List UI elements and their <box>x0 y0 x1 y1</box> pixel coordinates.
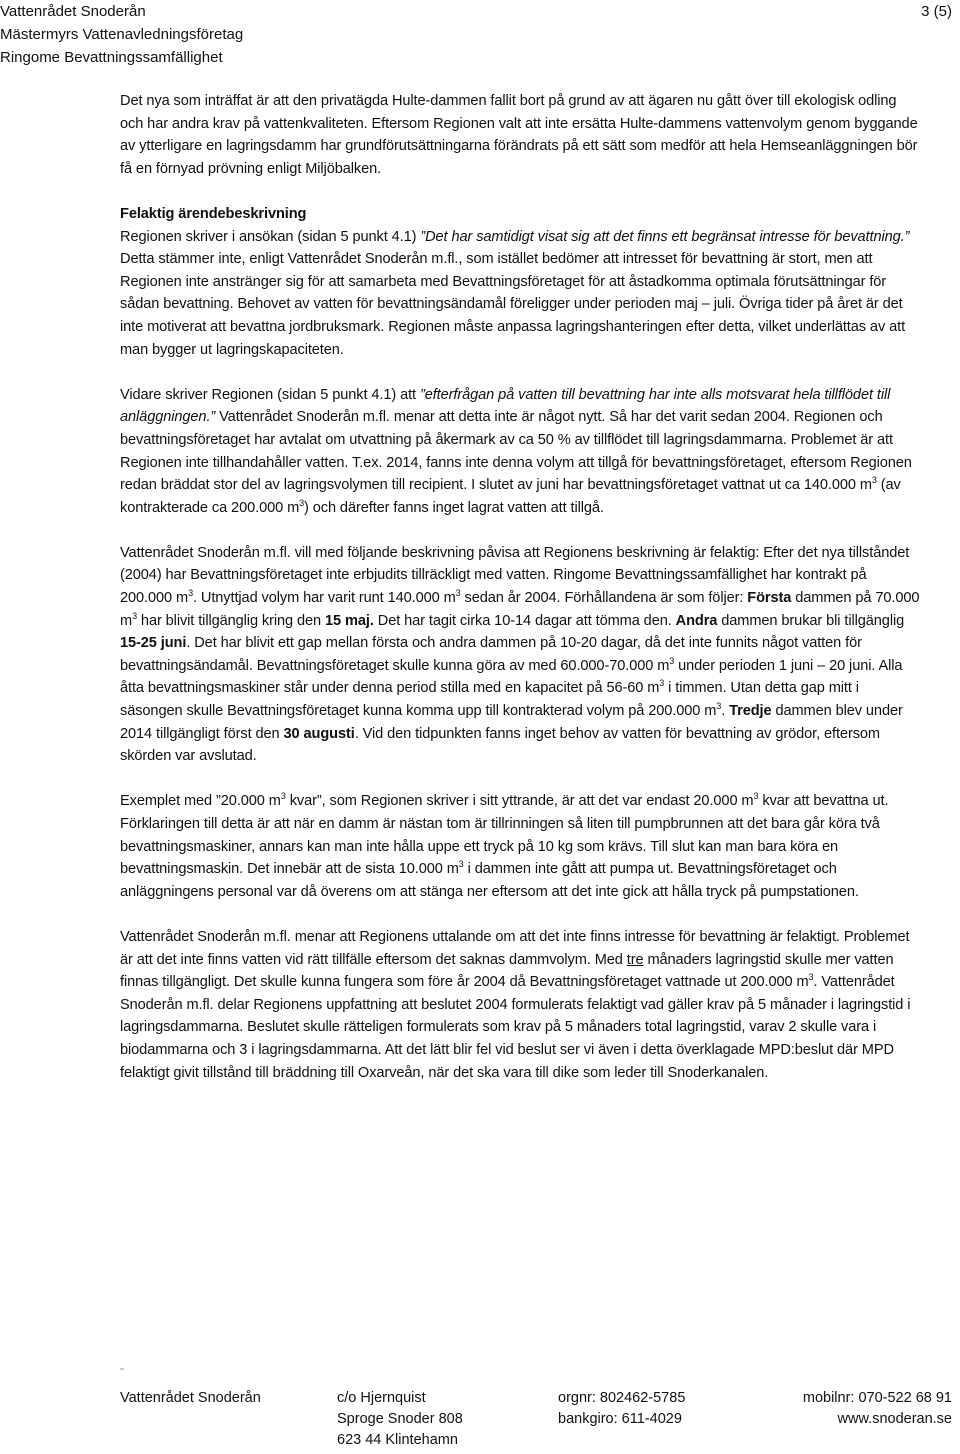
page-number: 3 (5) <box>921 3 952 20</box>
letterhead-line-1: Vattenrådet Snoderån <box>0 3 146 20</box>
paragraph-exemplet: Exemplet med ”20.000 $m^3$ kvar”, som Regionen skriver i sitt yttrande, är att det var endast 20.000 $m^3$ kvar att bevattna ut. Förklaringen till detta är att när en damm är nästan tom är tillrinningen så liten till pumpbrunnen att det bara går köra två bevattningsmaskiner, annars kan man inte hålla uppe ett tryck på 10 kg som krävs. Till slut kan man bara köra en bevattningsmaskin. Det innebär att de sista 10.000 $m^3$ i dammen inte gått att pumpa ut. Bevattningsföretaget och anläggningens personal var då överens om att stänga ner eftersom att det inte gick att hålla tryck på pumpstationen. <box>120 791 889 900</box>
footer-mark <box>120 1368 124 1370</box>
paragraph-efterfragan: Vidare skriver Regionen (sidan 5 punkt 4.1) att ”efterfrågan på vatten till bevattning har inte alls motsvarat hela tillflödet till anläggningen.” Vattenrådet Snoderån m.fl. menar att detta inte är något nytt. Så har det varit sedan 2004. Regionen och bevattningsföretaget har avtalat om utvattning på åkermark av ca 50 % av tillflödet till lagringsdammarna. Problemet är att Regionen inte tillhandahåller vatten. T.ex. 2014, fanns inte denna volym att tillgå för bevattningsföretaget, eftersom Regionen redan bräddat stor del av lagringsvolymen till recipient. I slutet av juni har bevattningsföretaget vattnat ut ca 140.000 $m^3$ (av kontrakterade ca 200.000 $m^3$) och därefter fanns inget lagrat vatten att tillgå. <box>120 386 912 516</box>
paragraph-beskrivning: Vattenrådet Snoderån m.fl. vill med följande beskrivning påvisa att Regionens beskrivning är felaktig: Efter det nya tillståndet (2004) har Bevattningsföretaget inte erbjudits tillräckligt med vatten. Ringome Bevattningssamfällighet har kontrakt på 200.000 $m^3$. Utnyttjad volym har varit runt 140.000 $m^3$ sedan år 2004. Förhållandena är som följer: Första dammen på 70.000 $m^3$ har blivit tillgänglig kring den 15 maj. Det har tagit cirka 10-14 dagar att tömma den. Andra dammen brukar bli tillgänglig 15-25 juni. Det har blivit ett gap mellan första och andra dammen på 10-20 dagar, då det inte funnits något vatten för bevattningsändamål. Bevattningsföretaget skulle kunna göra av med 60.000-70.000 $m^3$ under perioden 1 juni – 20 juni. Alla åtta bevattningsmaskiner står under denna period stilla med en kapacitet på 56-60 $m^3$ i timmen. Utan detta gap mitt i säsongen skulle Bevattningsföretaget kunna komma upp till kontrakterad volym på 200.000 $m^3$. Tredje dammen blev under 2014 tillgängligt först den 30 augusti. Vid den tidpunkten fanns inget behov av vatten för bevattning av grödor, eftersom skörden var avslutad. <box>120 544 920 765</box>
footer-numbers: orgnr: 802462-5785 bankgiro: 611-4029 <box>558 1390 686 1427</box>
footer-address: c/o Hjernquist Sproge Snoder 808 623 44 Klintehamn <box>337 1390 463 1448</box>
website-link[interactable]: www.snoderan.se <box>837 1411 952 1427</box>
paragraph-slutsats: Vattenrådet Snoderån m.fl. menar att Regionens uttalande om att det inte finns intresse för bevattning är felaktigt. Problemet är att det inte finns vatten vid rätt tillfälle eftersom det saknas dammvolym. Med tre månaders lagringstid skulle mer vatten finnas tillgängligt. Det skulle kunna fungera som före år 2004 då Bevattningsföretaget vattnade ut 200.000 $m^3$. Vattenrådet Snoderån m.fl. delar Regionens uppfattning att beslutet 2004 formulerats felaktigt vad gäller krav på 5 månader i lagringstid i lagringsdammarna. Beslutet skulle rätteligen formulerats som krav på 5 månaders total lagringstid, varav 2 skulle vara i biodammarna och 3 i lagringsdammarna. Att det lätt blir fel vid beslut ser vi även i detta överklagade MPD:beslut där MPD felaktigt givit tillstånd till bräddning till Oxarveån, när det ska vara till dike som leder till Snoderkanalen. <box>120 928 911 1081</box>
section-heading: Felaktig ärendebeskrivning <box>120 205 307 222</box>
footer-org: Vattenrådet Snoderån <box>120 1390 261 1406</box>
document-body <box>120 90 920 1084</box>
quote: ”efterfrågan på vatten till bevattning har inte alls motsvarat hela tillflödet till anläggningen.” <box>120 386 891 426</box>
letterhead-line-2: Mästermyrs Vattenavledningsföretag <box>0 26 244 43</box>
footer-contact: mobilnr: 070-522 68 91 www.snoderan.se <box>803 1388 952 1430</box>
letterhead <box>0 0 243 69</box>
paragraph-hulte-dammen: Det nya som inträffat är att den privatägda Hulte-dammen fallit bort på grund av att ägaren nu gått över till ekologisk odling och har andra krav på vattenkvaliteten. Eftersom Regionen valt att inte ersätta Hulte-dammens vattenvolym genom byggande av ytterligare en lagringsdamm har grundförutsättningarna förändrats på ett sätt som medför att hela Hemseanläggningen bör få en förnyad prövning enligt Miljöbalken. <box>120 93 918 177</box>
letterhead-line-3: Ringome Bevattningssamfällighet <box>0 49 223 66</box>
quote: ”Det har samtidigt visat sig att det finns ett begränsat intresse för bevattning.” <box>420 228 910 245</box>
section-felaktig-arendebeskrivning: Felaktig ärendebeskrivning Regionen skriver i ansökan (sidan 5 punkt 4.1) ”Det har samtidigt visat sig att det finns ett begränsat intresse för bevattning.” Detta stämmer inte, enligt Vattenrådet Snoderån m.fl., som istället bedömer att intresset för bevattning är stort, men att Regionen inte anstränger sig för att samarbeta med Bevattningsföretaget för att åstadkomma optimala förutsättningar för sådan bevattning. Behovet av vatten för bevattningsändamål föreligger under perioden maj – juli. Övriga tider på året är det inte motiverat att bevattna jordbruksmark. Regionen måste anpassa lagringshanteringen efter detta, vilket underlättas av att man bygger ut lagringskapaciteten. <box>120 205 910 358</box>
